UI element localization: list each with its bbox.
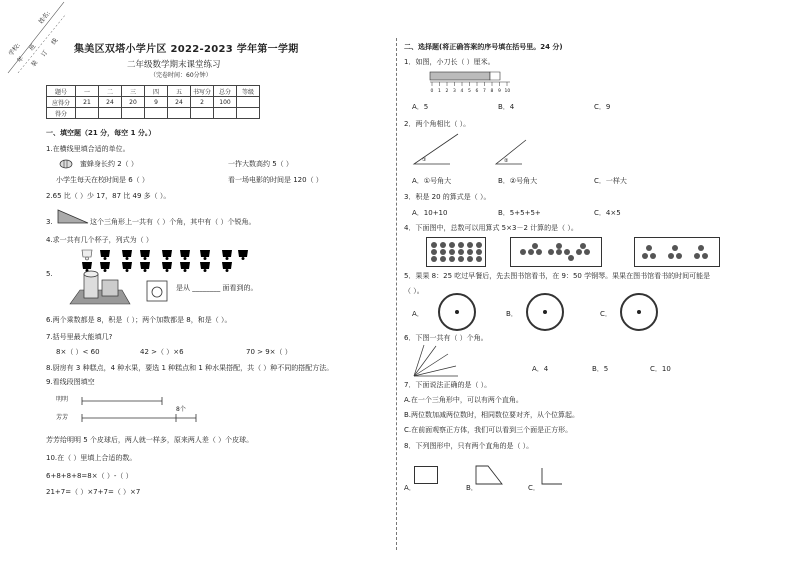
score-input[interactable] — [214, 108, 237, 119]
score-table — [46, 85, 260, 119]
r-q7-opt-b[interactable]: B.两位数加减两位数时，相同数位要对齐，从个位算起。 — [404, 411, 580, 419]
time-note: （完卷时间：60分钟） — [150, 72, 212, 79]
table-cell: 四 — [145, 86, 168, 97]
binding-ding: 订 — [40, 49, 50, 59]
r-q8-text: 8．下列图形中，只有两个直角的是（ ）。 — [404, 442, 534, 450]
r-q8-opt-a[interactable]: A． — [404, 484, 416, 492]
dot-array-a[interactable] — [426, 237, 486, 267]
q6-text: 6.两个乘数都是 8，积是（ ）；两个加数都是 8，和是（ ）。 — [46, 316, 232, 324]
q3-number: 3. — [46, 218, 53, 226]
table-cell: 24 — [99, 97, 122, 108]
score-input[interactable] — [237, 108, 260, 119]
q9-label-mingming: 明明 — [56, 396, 69, 403]
score-input[interactable] — [191, 108, 214, 119]
q1-text: 1.在横线里填合适的单位。 — [46, 145, 130, 153]
dot-array-c[interactable] — [634, 237, 720, 267]
table-row — [47, 86, 260, 97]
table-cell: 2 — [191, 97, 214, 108]
ruler-tick-label: 0 — [430, 89, 434, 94]
table-cell: 100 — [214, 97, 237, 108]
table-cell: 20 — [122, 97, 145, 108]
q7c-text: 70 > 9×（ ） — [246, 348, 292, 356]
binding-school: 学校: — [7, 42, 22, 58]
q10-text: 10.在（ ）里填上合适的数。 — [46, 454, 137, 462]
table-cell: 一 — [76, 86, 99, 97]
table-cell — [237, 97, 260, 108]
binding-name: 姓名: — [37, 10, 52, 26]
r-q1-opt-a[interactable]: A．5 — [412, 103, 429, 111]
r-q8-opt-b[interactable]: B． — [466, 484, 478, 492]
score-input[interactable] — [145, 108, 168, 119]
q2-text: 2.65 比（ ）少 17，87 比 49 多（ ）。 — [46, 192, 171, 200]
binding-grade: 年 — [16, 55, 26, 65]
r-q5-answer: （ ）。 — [404, 287, 424, 295]
angle-1-picture — [410, 132, 460, 168]
table-row — [47, 97, 260, 108]
q4-text: 4.求一共有几个杯子，列式为（ ） — [46, 236, 153, 244]
table-cell: 总分 — [214, 86, 237, 97]
ruler-tick-label: 5 — [468, 89, 471, 94]
table-cell: 应得分 — [47, 97, 76, 108]
table-cell: 9 — [145, 97, 168, 108]
r-q6-opt-b[interactable]: B．5 — [592, 365, 609, 373]
q7-text: 7.括号里最大能填几? — [46, 333, 113, 341]
r-q5-opt-a[interactable]: A． — [412, 310, 424, 318]
r-q8-opt-c[interactable]: C． — [528, 484, 540, 492]
triangle-icon — [56, 208, 90, 224]
q7a-text: 8×（ ）< 60 — [56, 348, 100, 356]
r-q2-text: 2．两个角相比（ ）。 — [404, 120, 471, 128]
binding-xian: 线 — [50, 37, 60, 47]
table-cell: 三 — [122, 86, 145, 97]
svg-text:①: ① — [422, 157, 427, 163]
svg-text:②: ② — [504, 158, 509, 164]
fan-angles-picture — [412, 344, 460, 378]
table-cell: 二 — [99, 86, 122, 97]
ruler-picture — [428, 70, 512, 94]
q1a-text: 蜜蜂身长约 2（ ） — [80, 160, 138, 168]
q5-text: 是从 ________ 面看到的。 — [176, 284, 258, 292]
angle-2-picture — [492, 138, 532, 168]
table-cell: 21 — [76, 97, 99, 108]
r-q5-opt-b[interactable]: B． — [506, 310, 518, 318]
score-input[interactable] — [76, 108, 99, 119]
r-q2-opt-b[interactable]: B．②号角大 — [498, 177, 538, 185]
binding-class: 班 — [28, 43, 38, 53]
ruler-tick-label: 10 — [504, 89, 511, 94]
r-q4-text: 4．下面图中，总数可以用算式 5×3－2 计算的是（ ）。 — [404, 224, 578, 232]
ruler-tick-label: 6 — [475, 89, 479, 94]
view-shape-icon — [146, 280, 168, 302]
table-cell: 等级 — [237, 86, 260, 97]
page-subtitle: 二年级数学期末课堂练习 — [127, 60, 221, 70]
q9-label-diff: 8个 — [176, 406, 186, 413]
r-q6-opt-a[interactable]: A．4 — [532, 365, 549, 373]
score-input[interactable] — [99, 108, 122, 119]
r-q7-opt-c[interactable]: C.在前面观察正方体，我们可以看到三个面是正方形。 — [404, 426, 573, 434]
clock-a-icon[interactable] — [438, 293, 476, 331]
table-cell: 五 — [168, 86, 191, 97]
q10a-text: 6+8+8+8=8×（ ）-（ ） — [46, 472, 133, 480]
q9-text: 9.看线段图填空 — [46, 378, 95, 386]
r-q6-opt-c[interactable]: C．10 — [650, 365, 671, 373]
table-cell: 24 — [168, 97, 191, 108]
ruler-tick-label: 2 — [445, 89, 449, 94]
q9-label-fangfang: 芳芳 — [56, 414, 69, 421]
r-q3-opt-a[interactable]: A．10+10 — [412, 209, 448, 217]
r-q2-opt-c[interactable]: C．一样大 — [594, 177, 627, 185]
page-title: 集美区双塔小学片区 2022-2023 学年第一学期 — [74, 44, 299, 55]
r-q1-opt-c[interactable]: C．9 — [594, 103, 611, 111]
score-input[interactable] — [168, 108, 191, 119]
ruler-tick-label: 3 — [453, 89, 456, 94]
section-1-heading: 一、填空题（21 分，每空 1 分。） — [46, 129, 156, 137]
cylinder-cube-picture — [66, 262, 134, 308]
table-row — [47, 108, 260, 119]
q8-text: 8.厨房有 3 种糕点，4 种水果，要选 1 种糕点和 1 种水果搭配，共（ ）种不同的搭配方法。 — [46, 364, 334, 372]
ruler-tick-label: 7 — [483, 89, 486, 94]
section-2-heading: 二、选择题(将正确答案的序号填在括号里。24 分) — [404, 43, 563, 51]
binding-zhuang: 装 — [30, 59, 40, 69]
r-q7-opt-a[interactable]: A.在一个三角形中，可以有两个直角。 — [404, 396, 523, 404]
dot-array-b[interactable] — [510, 237, 602, 267]
trapezoid-shape-icon[interactable] — [474, 464, 504, 486]
r-q1-opt-b[interactable]: B．4 — [498, 103, 515, 111]
r-q7-text: 7．下面说法正确的是（ ）。 — [404, 381, 492, 389]
column-divider — [396, 38, 397, 550]
q5-number: 5. — [46, 270, 53, 278]
rectangle-shape-icon[interactable] — [414, 466, 438, 484]
q1d-text: 看一场电影的时间是 120（ ） — [228, 176, 323, 184]
r-q3-opt-c[interactable]: C．4×5 — [594, 209, 621, 217]
q3-text: 这个三角形上一共有（ ）个角，其中有（ ）个锐角。 — [90, 218, 256, 226]
q9-question: 芳芳给明明 5 个皮球后，两人就一样多，原来两人差（ ）个皮球。 — [46, 436, 254, 444]
clock-c-icon[interactable] — [620, 293, 658, 331]
clock-b-icon[interactable] — [526, 293, 564, 331]
table-cell: 得分 — [47, 108, 76, 119]
ruler-tick-label: 4 — [460, 89, 464, 94]
bee-icon — [58, 156, 74, 170]
q1c-text: 小学生每天在校时间是 6（ ） — [56, 176, 149, 184]
r-q1-text: 1．如图，小刀长（ ）厘米。 — [404, 58, 495, 66]
table-cell: 书写分 — [191, 86, 214, 97]
table-cell: 题号 — [47, 86, 76, 97]
ruler-tick-label: 1 — [438, 89, 441, 94]
r-q2-opt-a[interactable]: A．①号角大 — [412, 177, 452, 185]
r-q3-text: 3．积是 20 的算式是（ ）。 — [404, 193, 491, 201]
r-q5-text: 5．果果 8：25 吃过早餐后，先去图书馆看书，在 9：50 学钢琴。果果在图书馆看书的时间可能是 — [404, 272, 711, 280]
score-input[interactable] — [122, 108, 145, 119]
q7b-text: 42 >（ ）×6 — [140, 348, 184, 356]
right-angle-shape-icon[interactable] — [540, 466, 564, 486]
r-q3-opt-b[interactable]: B．5+5+5+ — [498, 209, 541, 217]
q10b-text: 21+7=（ ）×7+7=（ ）×7 — [46, 488, 141, 496]
r-q6-text: 6．下图一共有（ ）个角。 — [404, 334, 488, 342]
r-q5-opt-c[interactable]: C． — [600, 310, 612, 318]
ruler-tick-label: 9 — [498, 89, 501, 94]
ruler-tick-label: 8 — [490, 89, 494, 94]
q1b-text: 一拃大数高约 5（ ） — [228, 160, 293, 168]
